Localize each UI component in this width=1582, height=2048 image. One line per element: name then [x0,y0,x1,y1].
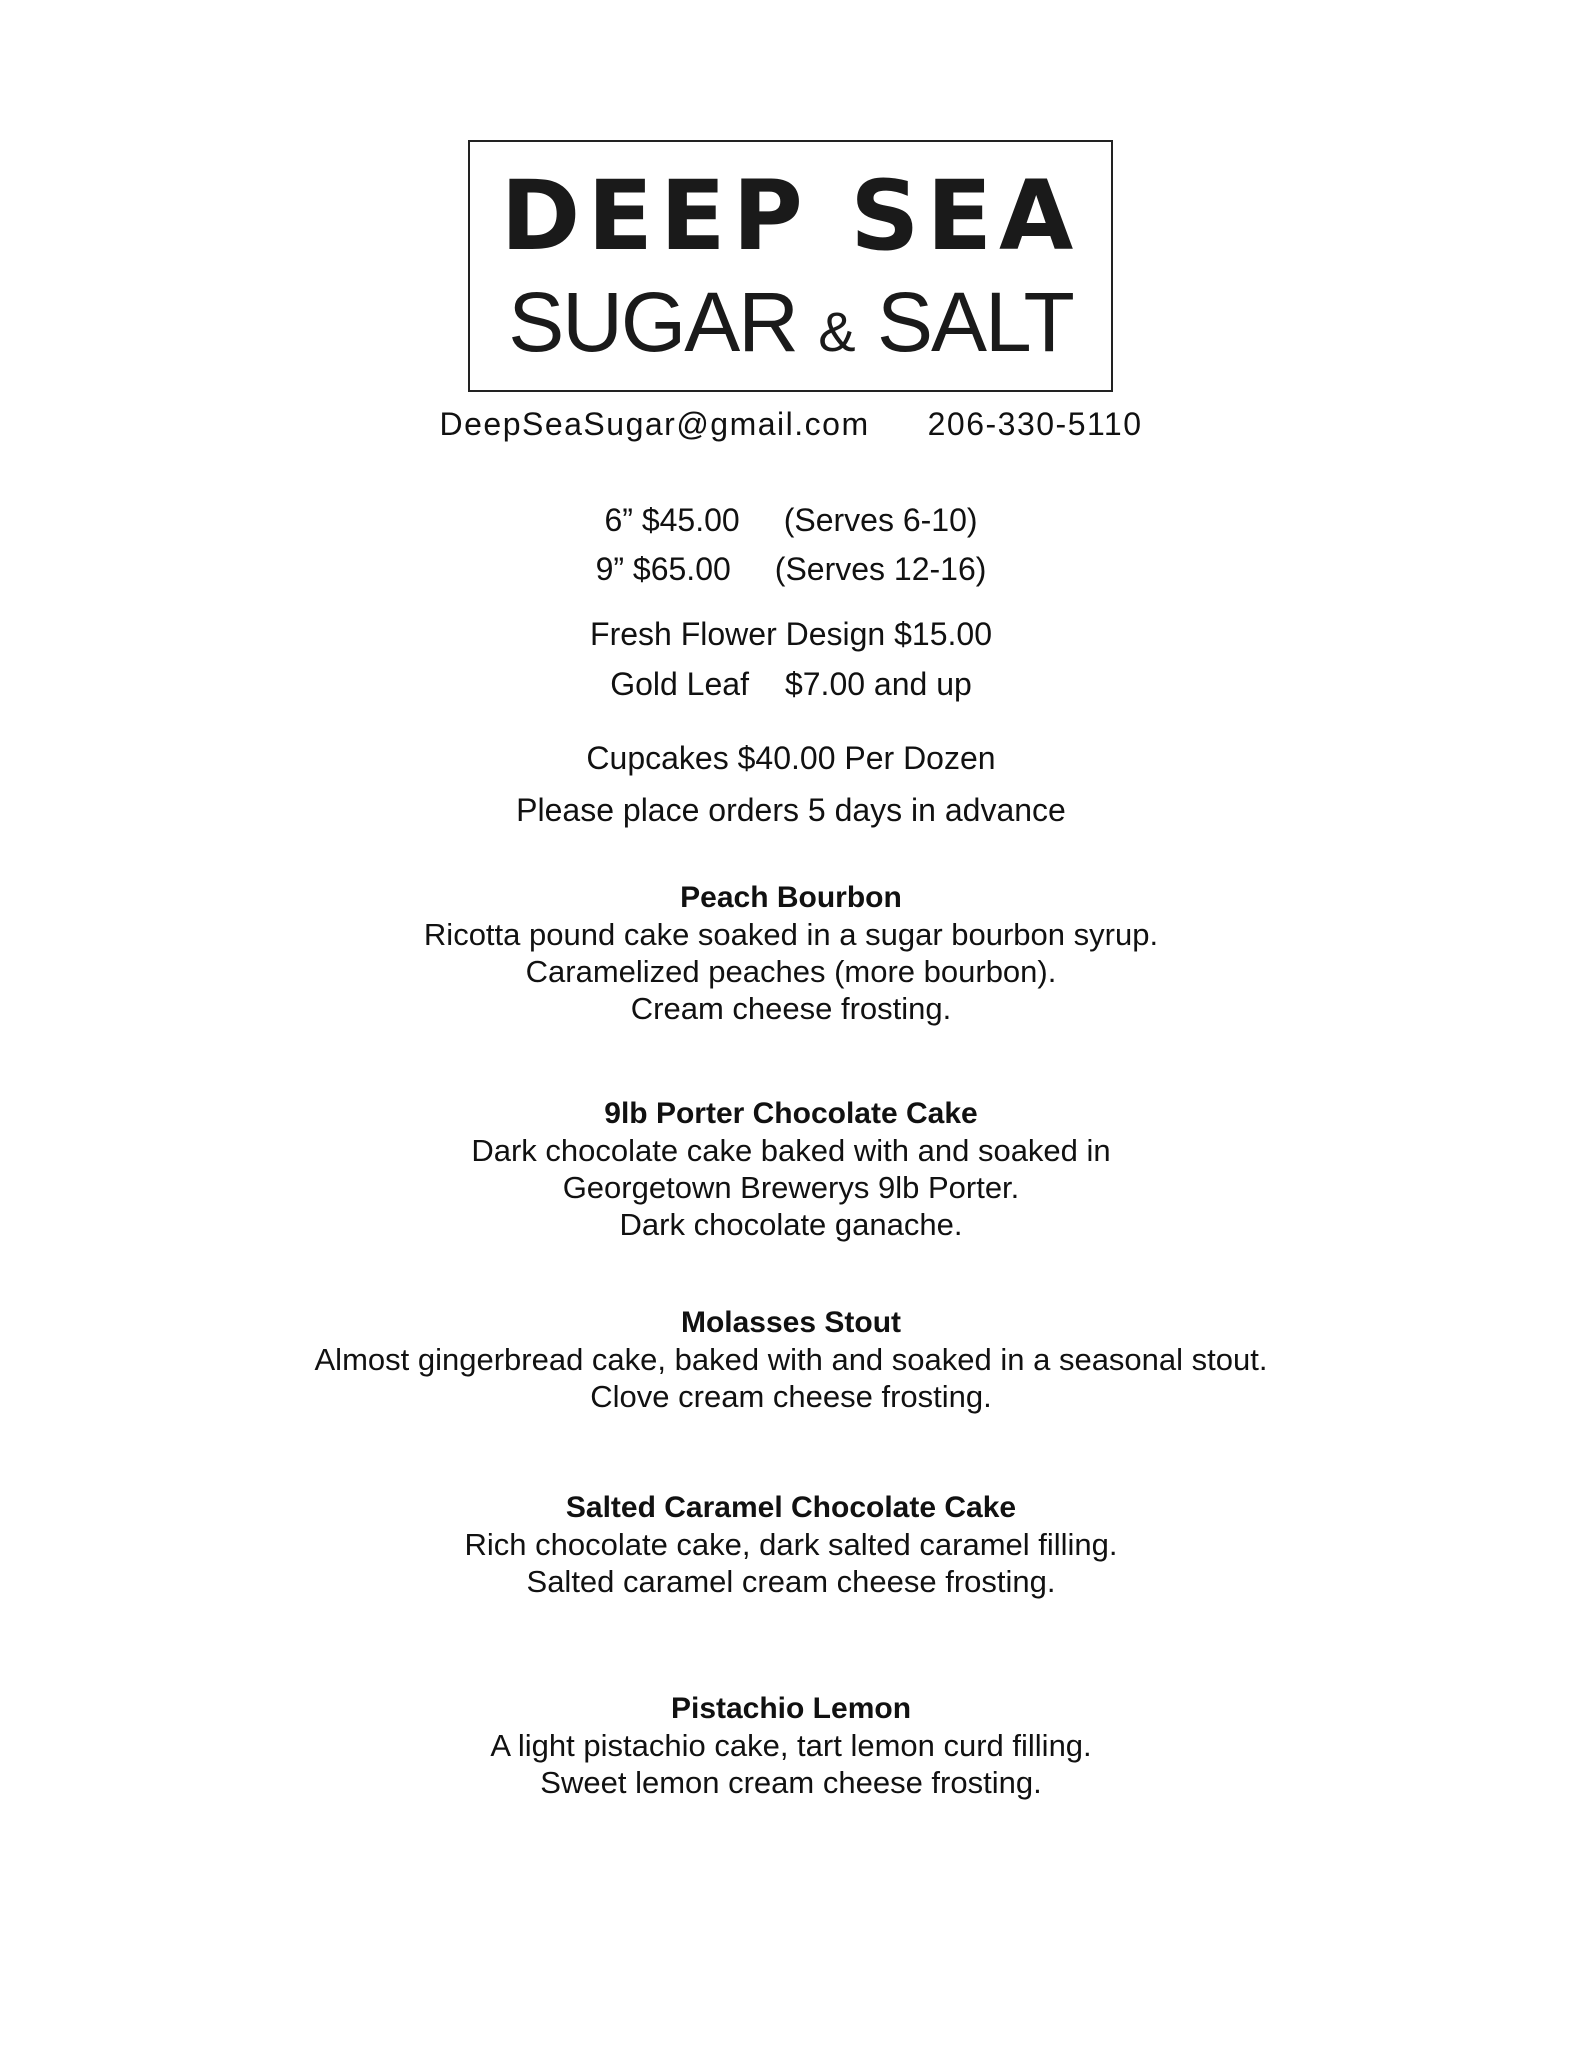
gold-leaf-amount: $7.00 and up [784,666,972,702]
flavor-desc-line: Salted caramel cream cheese frosting. [526,1564,1056,1599]
logo-ampersand: & [818,300,856,363]
logo-title: DEEP SEA [500,160,1081,272]
logo-word-salt: SALT [876,275,1073,369]
flavor-desc-line: Dark chocolate ganache. [619,1207,963,1242]
flavor-name: 9lb Porter Chocolate Cake [604,1097,978,1130]
price-6-inch [0,500,1582,540]
flavor-desc-line: Ricotta pound cake soaked in a sugar bourbon syrup. [423,917,1159,952]
flavor-name: Molasses Stout [680,1306,902,1339]
flavor-salted-caramel [0,1489,1582,1600]
gold-leaf-price [0,664,1582,704]
flavor-desc-line: Clove cream cheese frosting. [590,1379,992,1414]
flavor-desc-line: Cream cheese frosting. [630,991,952,1026]
flavor-desc-line: Sweet lemon cream cheese frosting. [540,1765,1042,1800]
order-notice: Please place orders 5 days in advance [516,792,1066,828]
flavor-molasses-stout [0,1304,1582,1415]
logo-subtitle [470,275,1111,369]
flower-design-price: Fresh Flower Design $15.00 [590,616,992,652]
email-address: DeepSeaSugar@gmail.com [439,406,870,442]
flavor-desc-line: Caramelized peaches (more bourbon). [525,954,1057,989]
price-9-inch [0,549,1582,589]
flavor-desc-line: Dark chocolate cake baked with and soaked in [471,1133,1111,1168]
contact-line [0,404,1582,444]
price-6-amount: 6” $45.00 [604,502,740,538]
flavor-desc-line: A light pistachio cake, tart lemon curd filling. [490,1728,1092,1763]
flavor-pistachio-lemon [0,1690,1582,1801]
flavor-porter-chocolate [0,1095,1582,1243]
flavor-desc-line: Almost gingerbread cake, baked with and soaked in a seasonal stout. [314,1342,1268,1377]
flavor-peach-bourbon [0,879,1582,1027]
price-9-serves: (Serves 12-16) [774,551,987,587]
logo-box [468,140,1113,392]
flavor-desc-line: Georgetown Brewerys 9lb Porter. [562,1170,1020,1205]
flavor-name: Peach Bourbon [680,881,902,914]
flavor-name: Pistachio Lemon [670,1692,912,1725]
cupcakes-price: Cupcakes $40.00 Per Dozen [586,740,996,776]
price-9-amount: 9” $65.00 [595,551,731,587]
price-6-serves: (Serves 6-10) [783,502,978,538]
flavor-name: Salted Caramel Chocolate Cake [565,1491,1017,1524]
logo-word-sugar: SUGAR [508,275,797,369]
flavor-desc-line: Rich chocolate cake, dark salted caramel filling. [464,1527,1118,1562]
phone-number: 206-330-5110 [927,406,1143,442]
gold-leaf-label: Gold Leaf [610,666,749,702]
